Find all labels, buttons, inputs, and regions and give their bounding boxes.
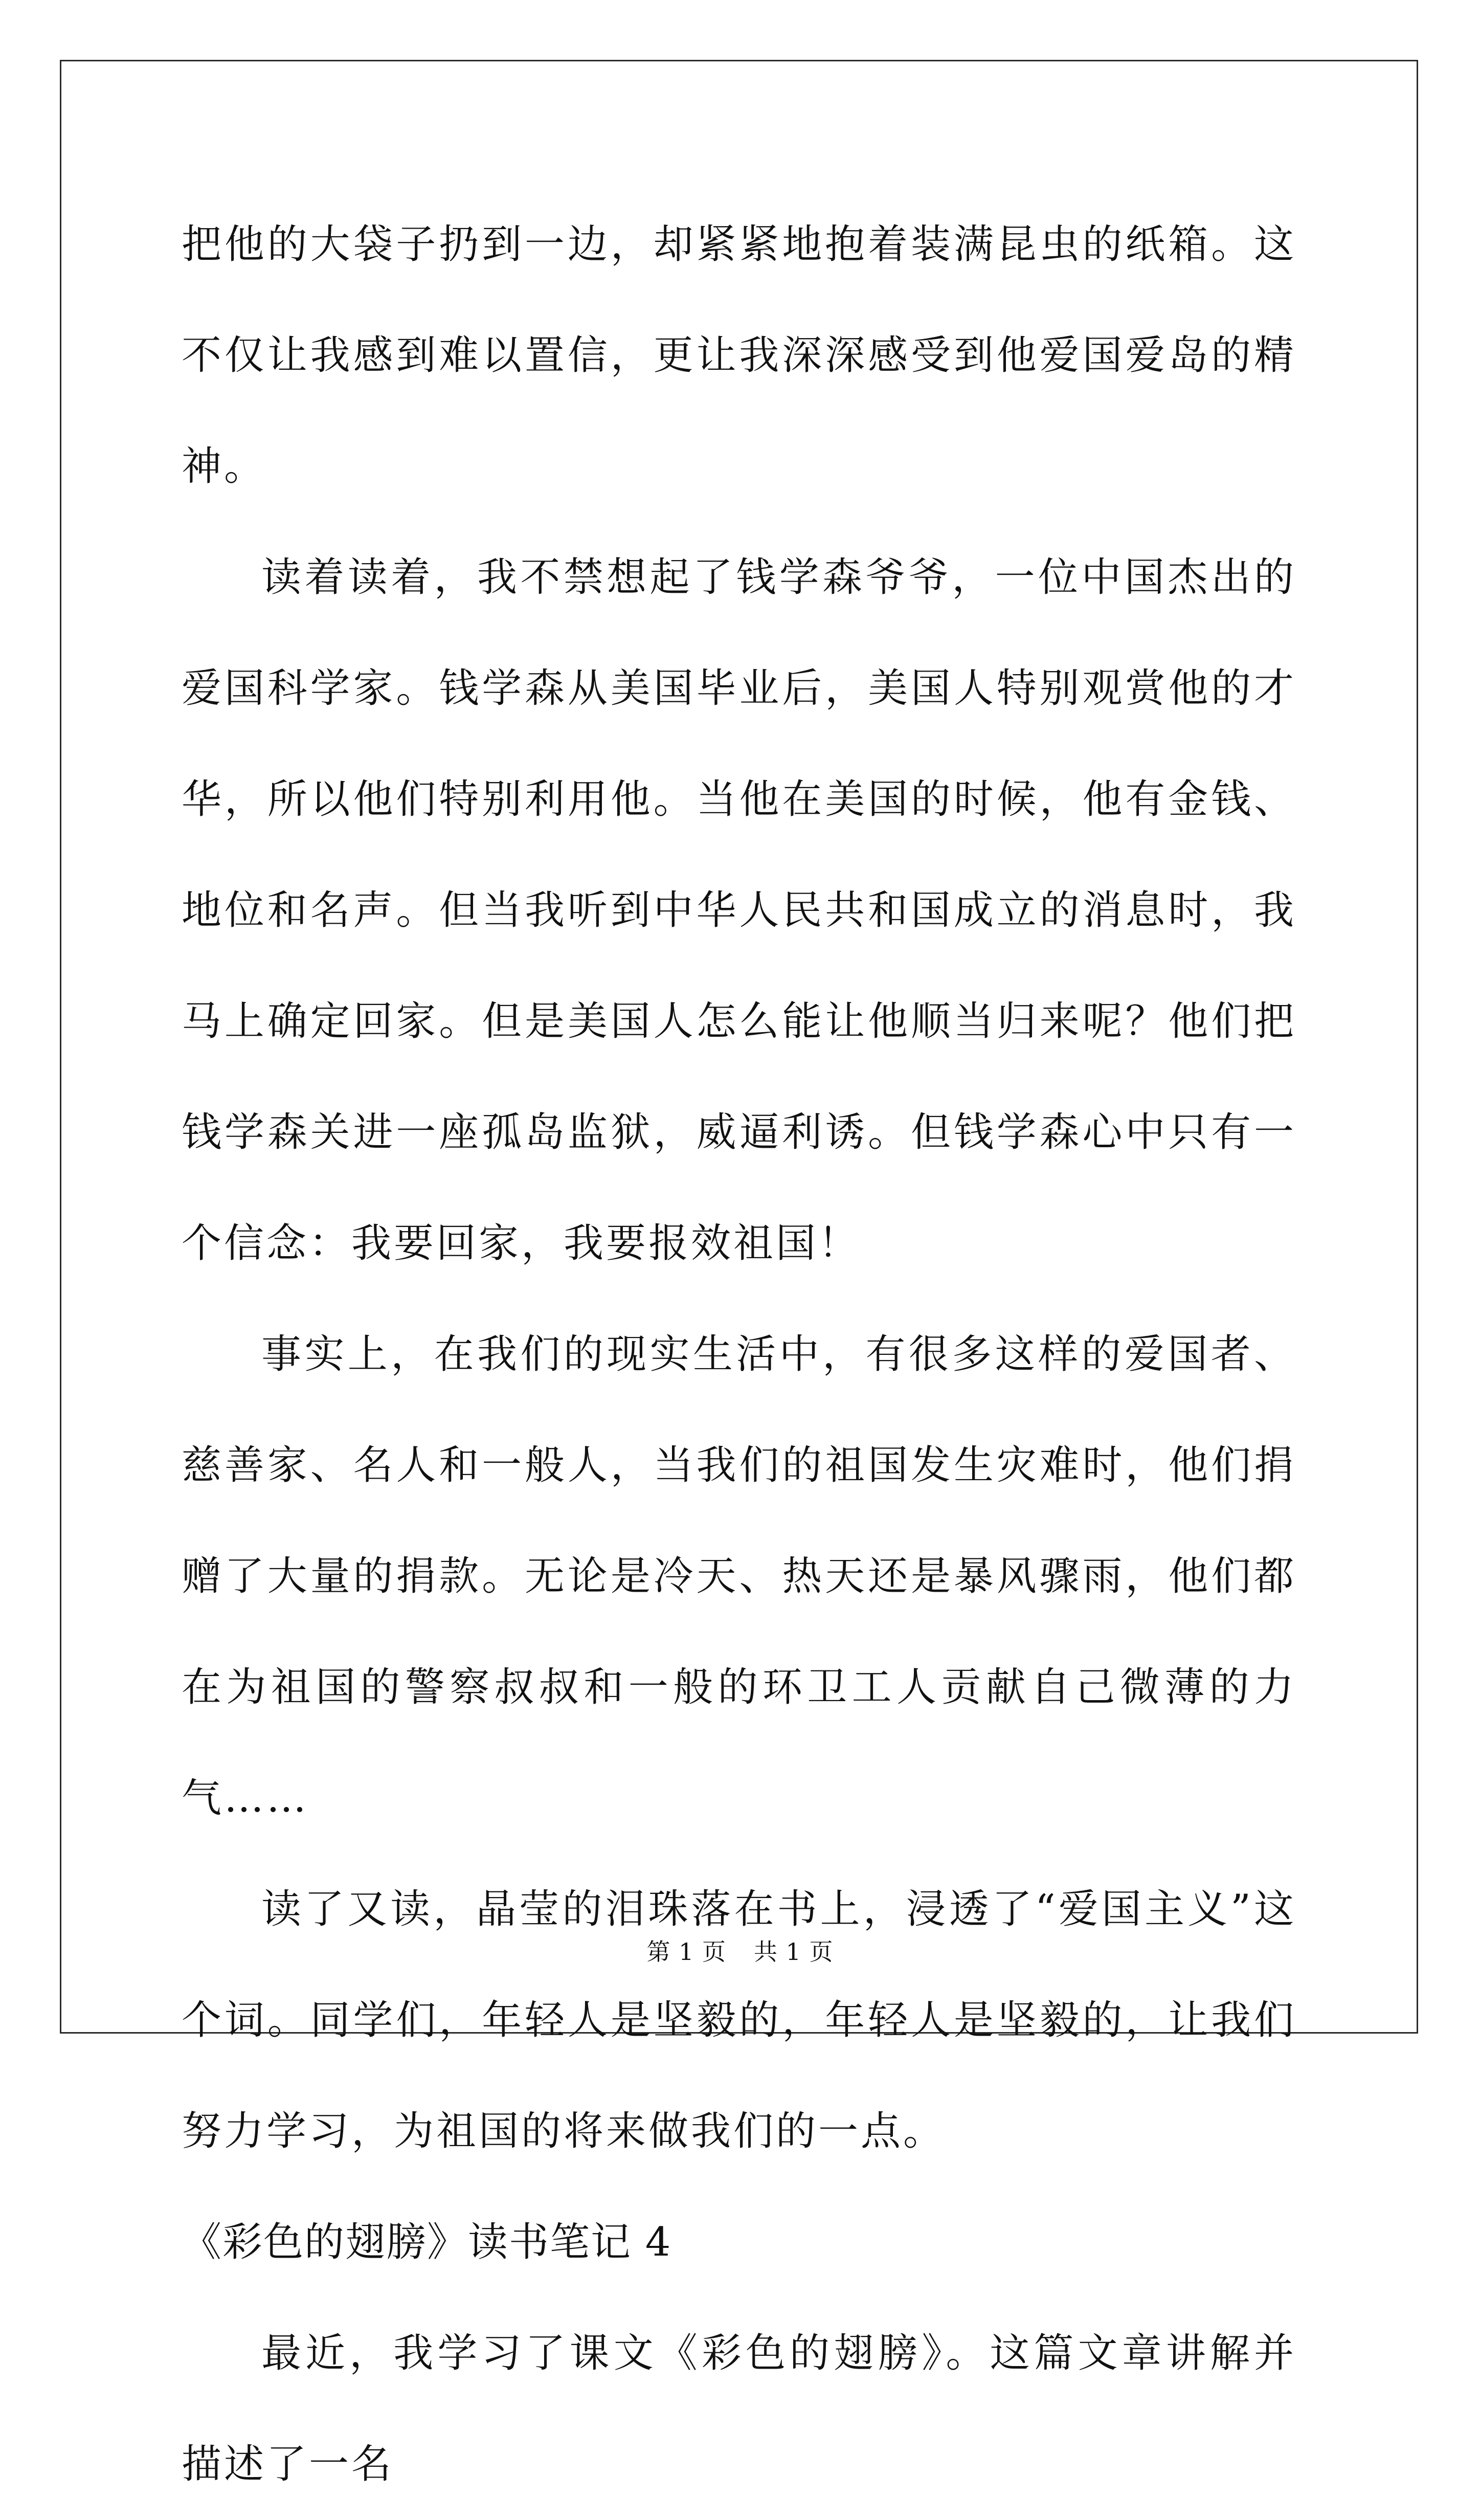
page-total: 共 1 页 xyxy=(754,1938,834,1966)
paragraph-continuation: 把他的大袋子扔到一边，却紧紧地抱着装满昆虫的纸箱。这不仅让我感到难以置信，更让我深深感受到他爱国爱岛的精神。 xyxy=(182,221,1296,489)
document-body xyxy=(182,189,1296,2520)
section-heading: 《彩色的翅膀》读书笔记 4 xyxy=(182,2219,672,2265)
paragraph-new-section: 最近，我学习了课文《彩色的翅膀》。这篇文章讲解并描述了一名 xyxy=(182,2330,1296,2487)
paragraph-patriots: 事实上，在我们的现实生活中，有很多这样的爱国者、慈善家、名人和一般人，当我们的祖国发生灾难时，他们捐赠了大量的捐款。无论是冷天、热天还是暴风骤雨，他们都在为祖国的警察叔叔和一般的环卫工人贡献自己微薄的力气…… xyxy=(182,1331,1296,1821)
page-footer xyxy=(0,1933,1480,1967)
page-number: 第 1 页 xyxy=(646,1938,726,1966)
paragraph-conclusion: 读了又读，晶莹的泪珠落在书上，浸透了“爱国主义”这个词。同学们，年轻人是坚毅的，年轻人是坚毅的，让我们努力学习，为祖国的将来做我们的一点。 xyxy=(182,1886,1296,2154)
paragraph-qian-xuesen: 读着读着，我不禁想起了钱学森爷爷，一位中国杰出的爱国科学家。钱学森从美国毕业后，美国人特别观赏他的才华，所以他们特别利用他。当他在美国的时候，他有金钱、地位和名声。但当我听到中华人民共和国成立的消息时，我马上确定回家。但是美国人怎么能让他顺当归来呢？他们把钱学森关进一座孤岛监狱，威逼利诱。但钱学森心中只有一个信念：我要回家，我要报效祖国！ xyxy=(182,554,1296,1266)
